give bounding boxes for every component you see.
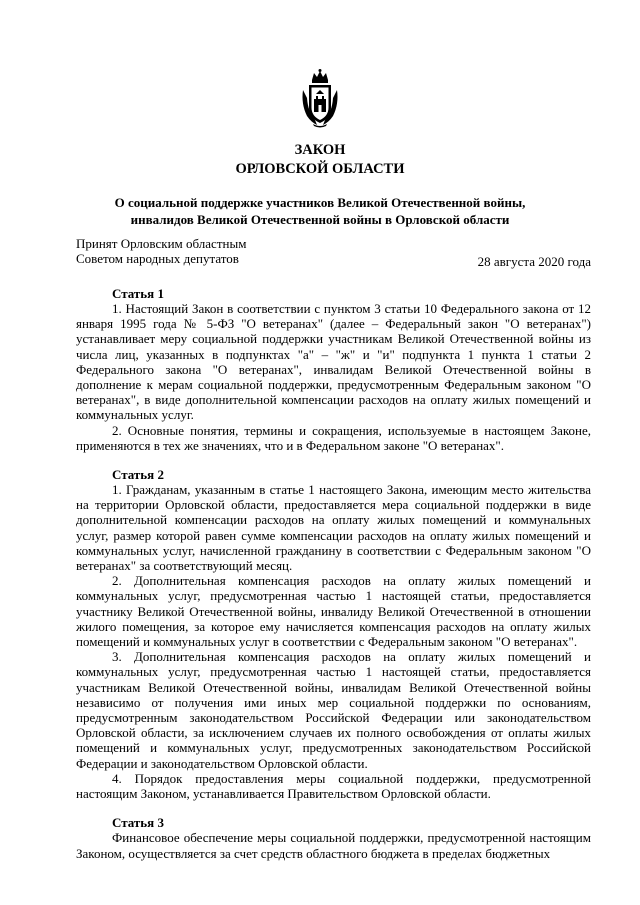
adoption-date: 28 августа 2020 года: [477, 254, 591, 269]
article-heading: Статья 1: [112, 286, 164, 301]
article-paragraph: 2. Дополнительная компенсация расходов на оплату жилых помещений и коммунальных услуг, предусмотренная частью 1 настоящей статьи, предоставляется участнику Великой Отечественной войны, инвалиду Великой Отечественной в отношении жилого помещения, за которое ему начисляется компенсация расходов на оплату жилых помещений и коммунальных услуг в соответствии с Федеральным законом "О ветеранах".: [76, 573, 591, 650]
article-paragraph: 4. Порядок предоставления меры социальной поддержки, предусмотренной настоящим Законом, устанавливается Правительством Орловской области.: [76, 770, 591, 802]
article-paragraph: 1. Гражданам, указанным в статье 1 настоящего Закона, имеющим место жительства на территории Орловской области, предоставляется мера социальной поддержки в виде дополнительной компенсации расходов на оплату жилых помещений и коммунальных услуг, размер которой равен сумме компенсации расходов на оплату жилых помещений и коммунальных услуг, начисленной гражданину в соответствии с Федеральным законом "О ветеранах" за соответствующий месяц.: [76, 482, 591, 574]
article-paragraph: 3. Дополнительная компенсация расходов на оплату жилых помещений и коммунальных услуг, предусмотренная частью 1 настоящей статьи, предоставляется участникам Великой Отечественной войны, инвалидам Великой Отечественной войны независимо от получения ими иных мер социальной поддержки по основаниям, предусмотренным законодательством Российской Федерации или законодательством Орловской области, за исключением случаев их полного освобождения от оплаты жилых помещений и коммунальных услуг, предусмотренных законодательством Российской Федерации и законодательством Орловской области.: [76, 649, 591, 771]
article-paragraph: 1. Настоящий Закон в соответствии с пунктом 3 статьи 10 Федерального закона от 12 января 1995 года № 5-ФЗ "О ветеранах" (далее – Федеральный закон "О ветеранах") устанавливает меру социальной поддержки участникам Великой Отечественной войны из числа лиц, указанных в подпунктах "а" – "ж" и "и" подпункта 1 пункта 1 статьи 2 Федерального закона "О ветеранах", инвалидам Великой Отечественной войны в дополнение к мерам социальной поддержки, предусмотренным Федеральным законом "О ветеранах", в виде дополнительной компенсации расходов на оплату жилых помещений и коммунальных услуг.: [76, 301, 591, 423]
coat-of-arms-icon: [299, 68, 341, 128]
subtitle-line: О социальной поддержке участников Великой Отечественной войны,: [114, 195, 526, 210]
law-subtitle: [70, 194, 570, 228]
article-paragraph: 2. Основные понятия, термины и сокращения, используемые в настоящем Законе, применяются в тех же значениях, что и в Федеральном законе "О ветеранах".: [76, 422, 591, 453]
adopted-line: Принят Орловским областным: [76, 236, 247, 251]
subtitle-line: инвалидов Великой Отечественной войны в Орловской области: [130, 212, 510, 227]
law-body: [76, 272, 591, 861]
article-heading: Статья 2: [112, 467, 164, 483]
article-paragraph: Финансовое обеспечение меры социальной поддержки, предусмотренной настоящим Законом, осуществляется за счет средств областного бюджета в пределах бюджетных: [76, 830, 591, 861]
adopted-line: Советом народных депутатов: [76, 251, 239, 266]
law-title: ЗАКОН: [294, 142, 346, 158]
region-title: ОРЛОВСКОЙ ОБЛАСТИ: [235, 161, 405, 177]
article-heading: Статья 3: [112, 815, 164, 831]
adopted-by: [76, 236, 376, 266]
